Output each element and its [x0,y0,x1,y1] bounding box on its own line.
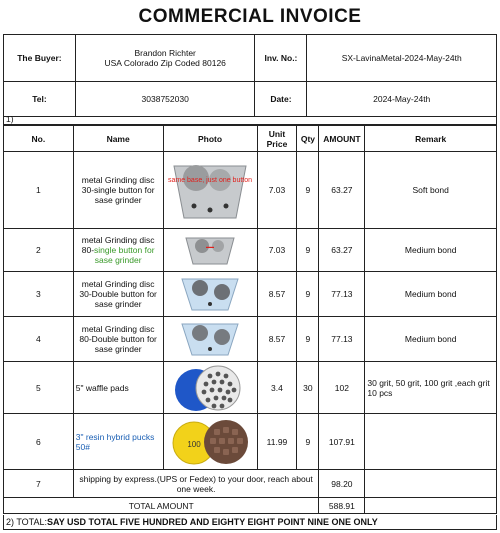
row-unit-price: 8.57 [257,272,297,317]
svg-text:100: 100 [187,439,201,449]
product-photo [163,414,257,470]
row-no: 2 [4,229,74,272]
tel-value: 3038752030 [75,82,255,117]
total-words: SAY USD TOTAL FIVE HUNDRED AND EIGHTY EIGHT POINT NINE ONE ONLY [47,517,378,527]
row-remark: Soft bond [365,152,497,229]
waffle-pads-image [168,364,252,412]
row-name: 5" waffle pads [73,362,163,414]
row-remark: 30 grit, 50 grit, 100 grit ,each grit 10 pcs [365,362,497,414]
product-photo [163,317,257,362]
header-table [3,34,497,117]
row-no: 5 [4,362,74,414]
row-no: 1 [4,152,74,229]
row-name: metal Grinding disc 80-Double button for sase grinder [73,317,163,362]
buyer-name: Brandon Richter [134,48,196,58]
product-photo [163,152,257,229]
row-remark: Medium bond [365,229,497,272]
double-button-disc-image [178,319,242,359]
total-label: TOTAL AMOUNT [4,498,319,514]
invoice-no: SX-LavinaMetal-2024-May-24th [307,35,497,82]
buyer-label: The Buyer: [4,35,76,82]
trapezoid-disc-image [180,232,240,268]
shipping-amount: 98.20 [319,470,365,498]
table-row [4,317,497,362]
date-value: 2024-May-24th [307,82,497,117]
total-remark [365,498,497,514]
col-no: No. [4,126,74,152]
col-amount: AMOUNT [319,126,365,152]
shipping-no: 7 [4,470,74,498]
invoice-title: COMMERCIAL INVOICE [138,6,362,27]
row-qty: 9 [297,152,319,229]
total-in-words [3,515,497,530]
row-amount: 77.13 [319,317,365,362]
row-name: metal Grinding disc 30-Double button for sase grinder [73,272,163,317]
row-unit-price: 7.03 [257,152,297,229]
row-qty: 9 [297,317,319,362]
buyer-address: USA Colorado Zip Coded 80126 [104,58,226,68]
row-amount: 63.27 [319,152,365,229]
row-amount: 107.91 [319,414,365,470]
row-name-highlight: single button for sase grinder [94,245,155,265]
col-remark: Remark [365,126,497,152]
table-row [4,272,497,317]
product-photo [163,272,257,317]
col-photo: Photo [163,126,257,152]
row-unit-price: 8.57 [257,317,297,362]
row-name-part: metal Grinding disc 80- [81,235,155,255]
double-button-disc-image [178,274,242,314]
row-unit-price: 3.4 [257,362,297,414]
table-row [4,362,497,414]
col-qty: Qty [297,126,319,152]
row-amount: 63.27 [319,229,365,272]
trapezoid-disc-image [166,154,254,226]
invoice-no-label: Inv. No.: [255,35,307,82]
col-name: Name [73,126,163,152]
tel-label: Tel: [4,82,76,117]
col-unit-price: Unit Price [257,126,297,152]
row-remark [365,414,497,470]
total-row [4,498,497,514]
row-no: 6 [4,414,74,470]
shipping-row [4,470,497,498]
photo-note: same base, just one button [167,177,253,184]
section-1-label: 1) [3,113,497,125]
row-amount: 77.13 [319,272,365,317]
row-name: metal Grinding disc 30-single button for sase grinder [73,152,163,229]
total-amount: 588.91 [319,498,365,514]
row-name: 3" resin hybrid pucks 50# [73,414,163,470]
row-remark: Medium bond [365,272,497,317]
product-photo [163,229,257,272]
svg-text:▬▬: ▬▬ [206,244,214,249]
row-no: 3 [4,272,74,317]
total-prefix: 2) TOTAL: [6,517,48,527]
row-unit-price: 11.99 [257,414,297,470]
items-table [3,125,497,514]
resin-pucks-image [168,417,252,467]
table-row [4,152,497,229]
row-qty: 9 [297,229,319,272]
table-row [4,414,497,470]
table-row [4,229,497,272]
row-qty: 30 [297,362,319,414]
row-qty: 9 [297,272,319,317]
table-header-row [4,126,497,152]
row-no: 4 [4,317,74,362]
row-amount: 102 [319,362,365,414]
row-remark: Medium bond [365,317,497,362]
product-photo [163,362,257,414]
shipping-text: shipping by express.(UPS or Fedex) to your door, reach about one week. [73,470,319,498]
row-name [73,229,163,272]
shipping-remark [365,470,497,498]
buyer-info [75,35,255,82]
row-qty: 9 [297,414,319,470]
date-label: Date: [255,82,307,117]
row-unit-price: 7.03 [257,229,297,272]
